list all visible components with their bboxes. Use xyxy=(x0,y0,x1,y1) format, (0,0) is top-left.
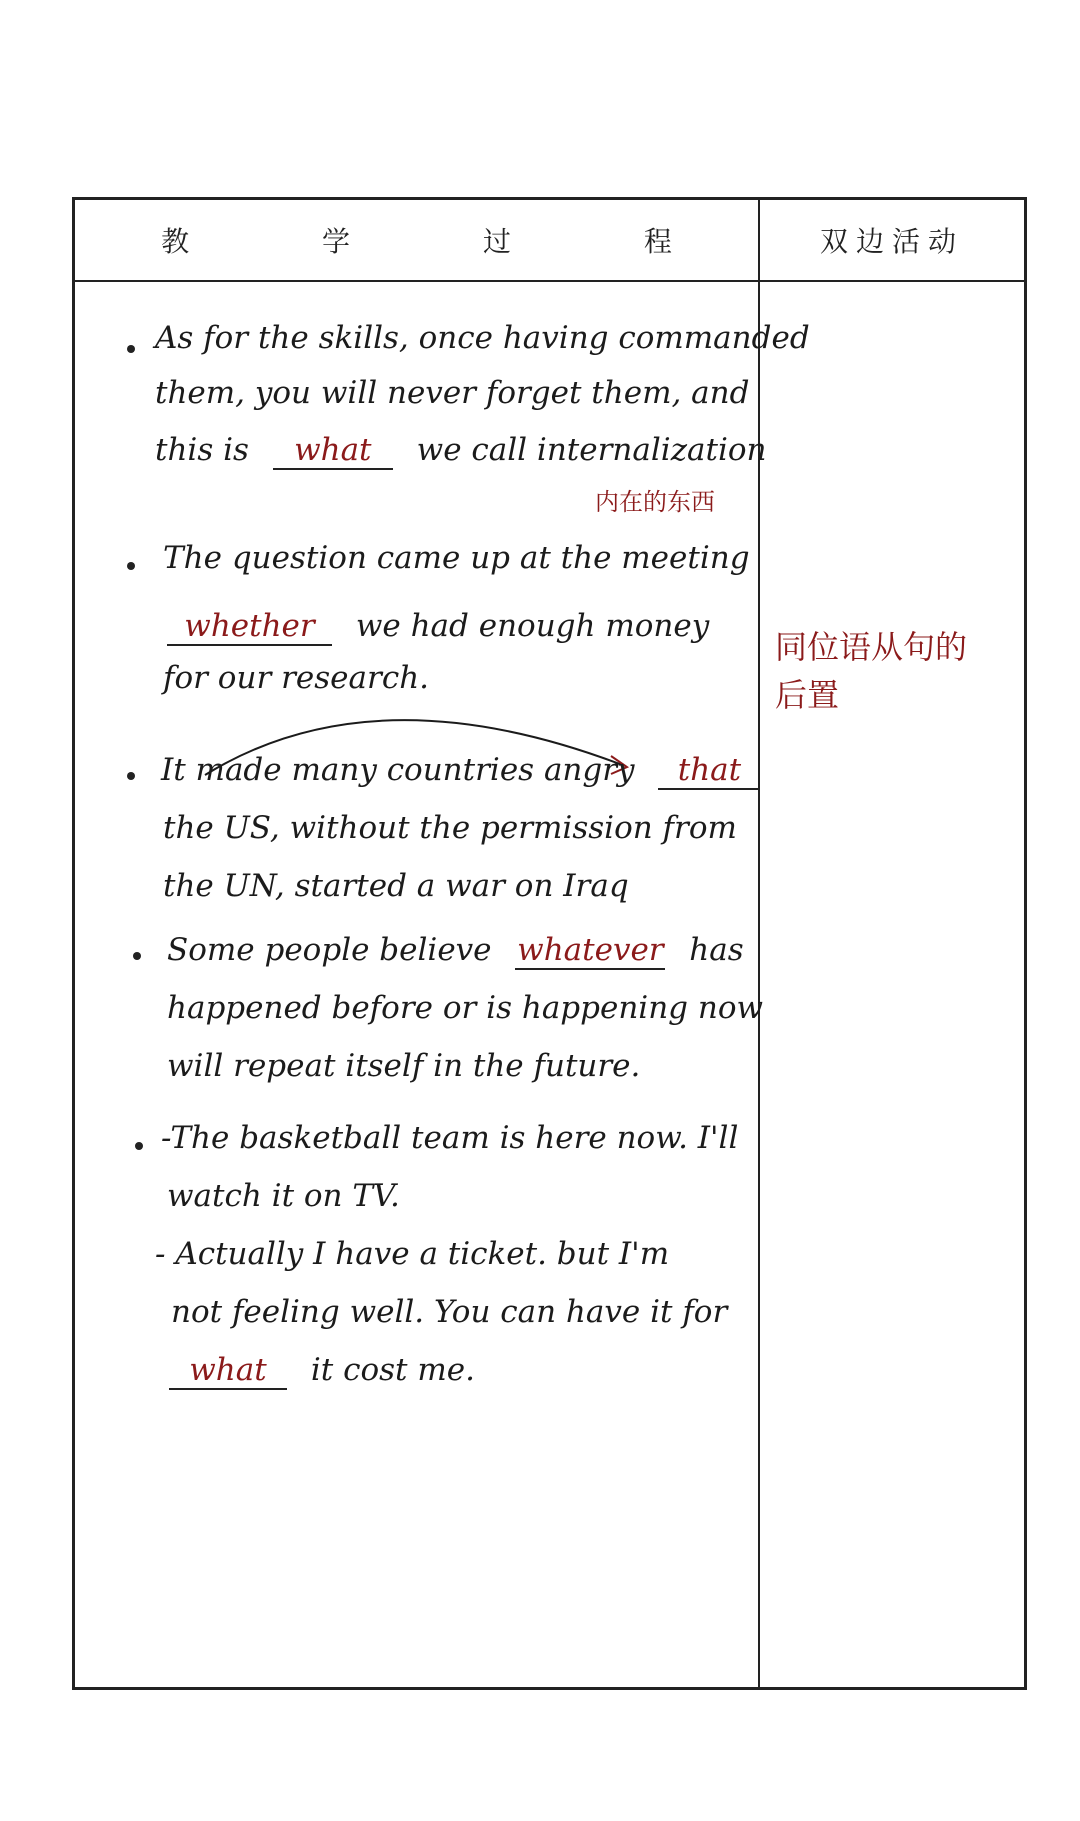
item4-line1 xyxy=(167,932,744,970)
item2-line1: The question came up at the meeting xyxy=(163,540,750,576)
item1-line2: them, you will never forget them, and xyxy=(155,375,750,411)
bullet-icon xyxy=(135,1142,143,1150)
item5-line5 xyxy=(155,1352,475,1390)
answer-blank: whether xyxy=(167,608,332,646)
column-header-teaching-process: 教 学 过 程 xyxy=(161,225,734,258)
item5-line5-end: it cost me. xyxy=(310,1352,475,1388)
item3-line1 xyxy=(161,752,760,790)
lesson-plan-table xyxy=(72,197,1027,1690)
item5-line4: not feeling well. You can have it for xyxy=(171,1294,728,1330)
item5-line1: -The basketball team is here now. I'll xyxy=(161,1120,739,1156)
answer-blank: what xyxy=(273,432,393,470)
item4-line2: happened before or is happening now xyxy=(167,990,764,1026)
margin-note: 内在的东西 xyxy=(595,488,715,516)
column-divider xyxy=(758,200,760,1687)
grammar-note-line1: 同位语从句的 xyxy=(775,628,968,666)
item4-line1-start: Some people believe xyxy=(167,932,492,968)
item1-line3-end: we call internalization xyxy=(416,432,767,468)
grammar-note-line2: 后置 xyxy=(775,676,840,714)
answer-blank: that xyxy=(658,752,760,790)
item5-line2: watch it on TV. xyxy=(167,1178,400,1214)
item2-line3: for our research. xyxy=(163,660,430,696)
item3-line2: the US, without the permission from xyxy=(163,810,737,846)
item2-line2-end: we had enough money xyxy=(355,608,710,644)
arrow-icon xyxy=(75,200,758,900)
item3-line1-start: It made many countries angry xyxy=(161,752,635,788)
answer-blank: what xyxy=(169,1352,287,1390)
bullet-icon xyxy=(133,952,141,960)
item1-line1: As for the skills, once having commanded xyxy=(155,320,810,356)
item1-line3-start: this is xyxy=(155,432,249,468)
item3-line3: the UN, started a war on Iraq xyxy=(163,868,629,904)
column-header-bilateral-activities: 双边活动 xyxy=(819,225,964,258)
item4-line1-end: has xyxy=(689,932,744,968)
item4-line3: will repeat itself in the future. xyxy=(167,1048,641,1084)
item5-line3: - Actually I have a ticket. but I'm xyxy=(155,1236,670,1272)
answer-blank: whatever xyxy=(517,932,664,968)
